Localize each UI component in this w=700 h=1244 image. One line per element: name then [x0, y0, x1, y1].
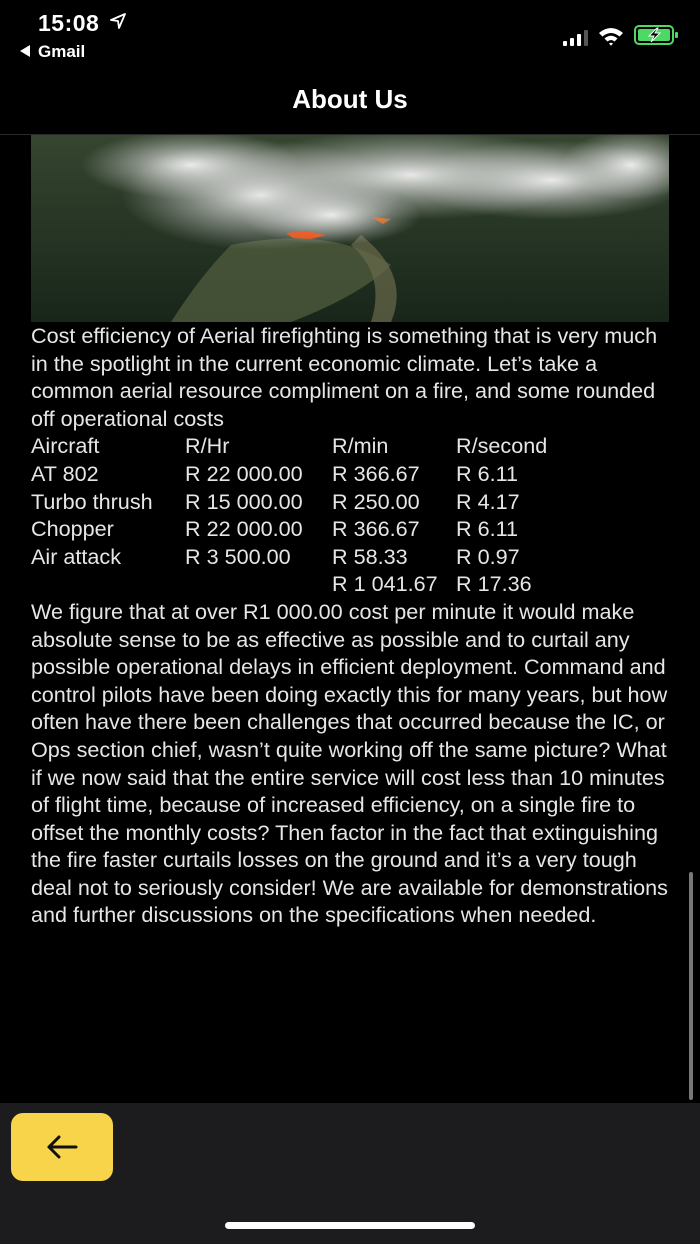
status-bar — [0, 0, 700, 70]
status-indicators — [563, 24, 680, 46]
table-cell: R 366.67 — [332, 516, 420, 542]
table-cell: R 15 000.00 — [185, 488, 303, 514]
table-cell: R 58.33 — [332, 543, 408, 569]
table-header-rate-second: R/second — [456, 433, 548, 459]
wildfire-aerial-photo — [31, 135, 669, 322]
body-paragraph: We figure that at over R1 000.00 cost per minute it would make absolute sense to be as effective as possible and to curtail any possible operational delays in efficient deployment. Command and control pilots have been doing exactly this for many years, but how often have there been challenges that occurred because the IC, or Ops section chief, wasn’t quite working off the same picture? What if we now said that the entire service will cost less than 10 minutes of flight time, because of increased efficiency, on a single fire to offset the monthly costs? Then factor in the fact that extinguishing the fire faster curtails losses on the ground and it’s a very tough deal not to seriously consider! We are available for demonstrations and further discussions on the specifications when needed. — [31, 598, 668, 928]
cost-table — [31, 432, 547, 598]
table-header-row — [31, 432, 547, 460]
table-cell: R 3 500.00 — [185, 543, 291, 569]
time-text: 15:08 — [38, 10, 100, 36]
table-header-aircraft: Aircraft — [31, 433, 100, 459]
table-cell: AT 802 — [31, 460, 99, 486]
location-arrow-icon — [110, 13, 126, 29]
home-indicator[interactable] — [225, 1222, 475, 1229]
page-title: About Us — [292, 84, 408, 114]
table-cell: R 4.17 — [456, 488, 520, 514]
back-button[interactable] — [11, 1113, 113, 1181]
wildfire-image — [31, 135, 669, 322]
wifi-icon — [598, 26, 624, 46]
table-cell: R 17.36 — [456, 571, 532, 597]
table-cell — [31, 570, 185, 598]
table-total-row — [31, 570, 547, 598]
cellular-signal-icon — [563, 28, 588, 46]
table-row — [31, 543, 547, 571]
table-row — [31, 460, 547, 488]
table-row — [31, 488, 547, 516]
table-cell: R 22 000.00 — [185, 516, 303, 542]
table-cell: R 366.67 — [332, 460, 420, 486]
back-app-label: Gmail — [38, 42, 86, 61]
table-cell: R 0.97 — [456, 543, 520, 569]
arrow-left-icon — [45, 1134, 79, 1160]
table-cell: R 250.00 — [332, 488, 420, 514]
content-scroll-area[interactable] — [31, 135, 671, 1103]
intro-text: Cost efficiency of Aerial firefighting is something that is very much in the spotlight in the current economic climate. Let’s take a common aerial resource compliment on a fire, and some rounded off operational costs — [31, 323, 658, 431]
back-to-app-link[interactable] — [20, 42, 85, 62]
table-cell: Turbo thrush — [31, 488, 153, 514]
table-cell: R 6.11 — [456, 516, 519, 542]
table-cell: Air attack — [31, 543, 122, 569]
table-cell: R 22 000.00 — [185, 460, 303, 486]
status-time — [38, 10, 126, 37]
table-cell: Chopper — [31, 516, 114, 542]
table-cell: R 6.11 — [456, 460, 519, 486]
back-triangle-icon — [20, 45, 30, 57]
battery-charging-icon — [634, 24, 680, 46]
table-header-rate-minute: R/min — [332, 433, 389, 459]
table-cell — [185, 570, 332, 598]
table-row — [31, 515, 547, 543]
table-cell: R 1 041.67 — [332, 571, 438, 597]
table-header-rate-hour: R/Hr — [185, 433, 230, 459]
vertical-scrollbar[interactable] — [689, 872, 693, 1100]
